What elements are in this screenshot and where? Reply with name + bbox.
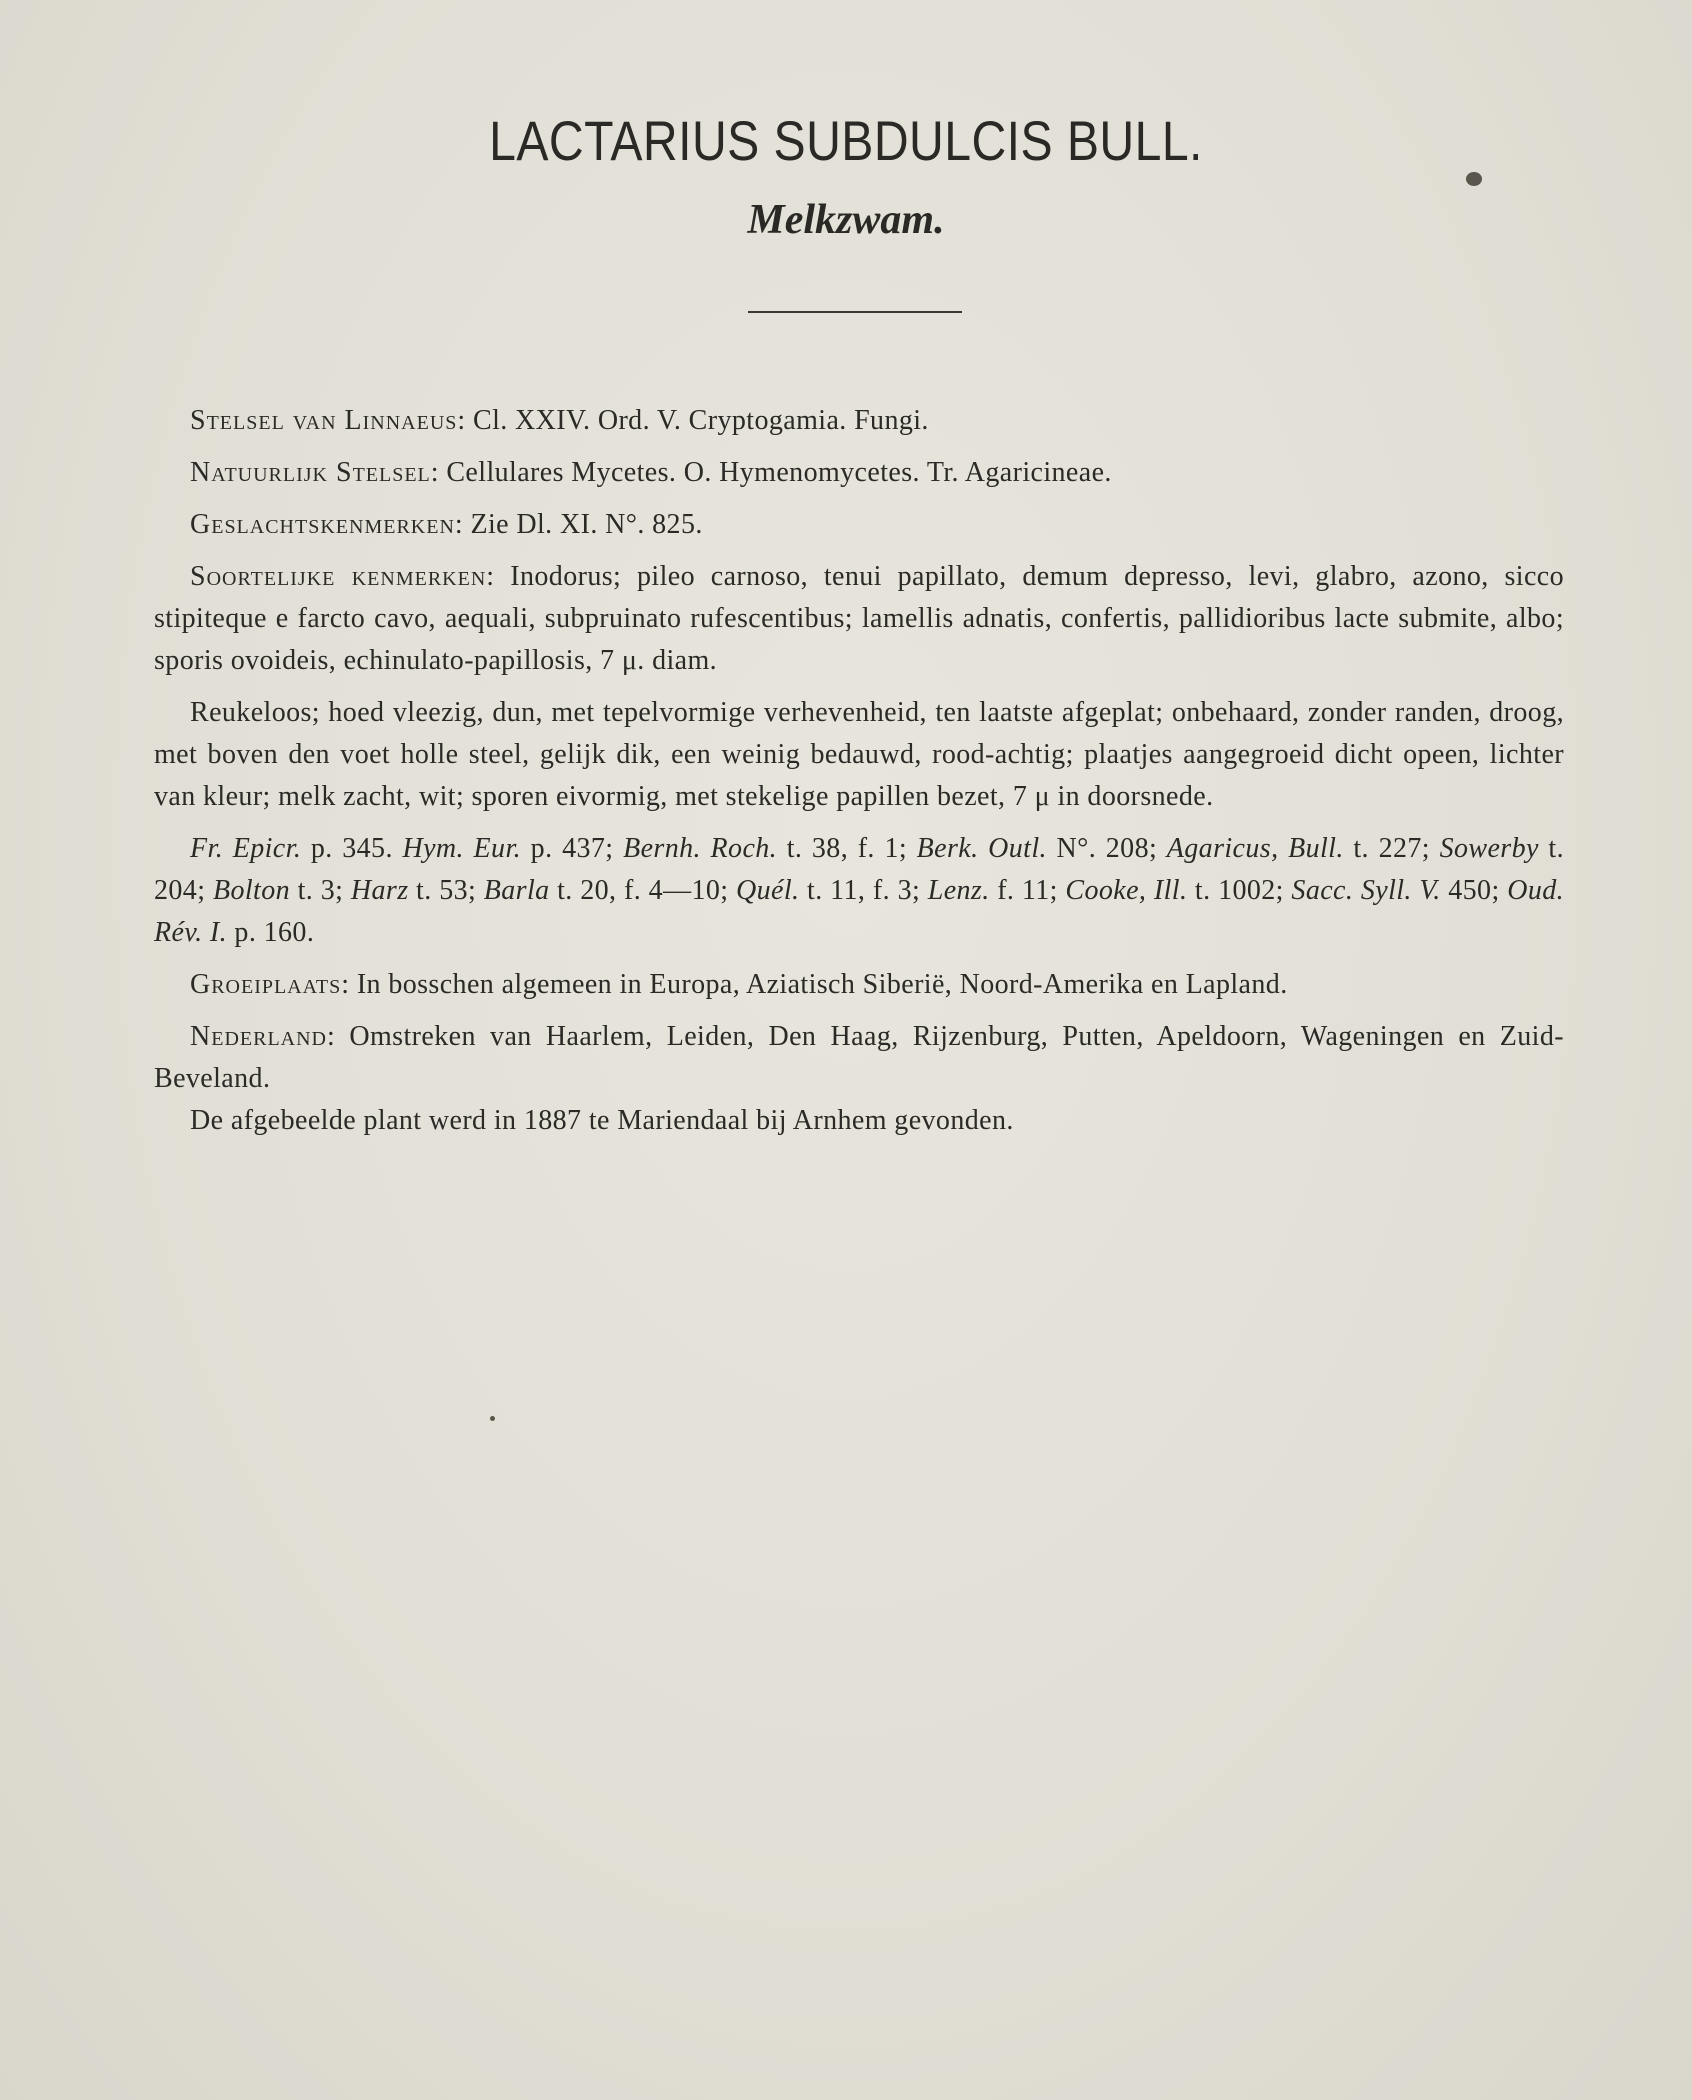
label-geslachtskenmerken: Geslachtskenmerken <box>190 509 455 540</box>
reference-source: Sacc. Syll. V. <box>1291 875 1441 906</box>
reference-locator: t. 3; <box>290 875 351 906</box>
paragraph-description: Reukeloos; hoed vleezig, dun, met tepelvormige verhevenheid, ten laatste afgeplat; onbehaard, zonder randen, droog, met boven den voet holle steel, gelijk dik, een weinig bedauwd, rood-achtig; plaatjes aangegroeid dicht opeen, lichter van kleur; melk zacht, wit; sporen eivormig, met stekelige papillen bezet, 7 μ in doorsnede. <box>154 697 1564 812</box>
paragraph-soortelijke-kenmerken <box>154 556 1564 682</box>
text-soortelijke-kenmerken: : Inodorus; pileo carnoso, tenui papillato, demum depresso, levi, glabro, azono, sicco stipiteque e farcto cavo, aequali, subpruinato rufescentibus; lamellis adnatis, confertis, pallidioribus lacte submite, albo; sporis ovoideis, echinulato-papillosis, 7 μ. diam. <box>154 561 1564 676</box>
reference-locator: t. 1002; <box>1187 875 1292 906</box>
paragraph-natuurlijk-stelsel <box>154 452 1564 494</box>
reference-locator: p. 437; <box>521 833 624 864</box>
reference-source: Bolton <box>212 875 291 906</box>
reference-locator: f. 11; <box>989 875 1066 906</box>
reference-locator: t. 227; <box>1343 833 1440 864</box>
paragraph-stelsel-linnaeus <box>154 400 1564 442</box>
reference-source: Berk. Outl. <box>916 833 1047 864</box>
reference-source: Fr. Epicr. <box>190 833 302 864</box>
paragraph-found-note: De afgebeelde plant werd in 1887 te Mariendaal bij Arnhem gevonden. <box>190 1105 1014 1136</box>
reference-source: Hym. Eur. <box>402 833 522 864</box>
reference-locator: t. 20, f. 4—10; <box>549 875 737 906</box>
paragraph-references <box>154 828 1564 954</box>
reference-locator: t. 204; <box>154 833 1565 906</box>
reference-locator: t. 38, f. 1; <box>777 833 917 864</box>
paragraph-geslachtskenmerken <box>154 504 1564 546</box>
reference-source: Bernh. Roch. <box>623 833 778 864</box>
reference-locator: p. 345. <box>301 833 403 864</box>
reference-source: Lenz. <box>927 875 990 906</box>
reference-source: Barla <box>483 875 550 906</box>
ink-speck <box>490 1416 495 1421</box>
text-groeiplaats: : In bosschen algemeen in Europa, Aziatisch Siberië, Noord-Amerika en Lapland. <box>341 969 1288 1000</box>
page-subtitle: Melkzwam. <box>747 197 945 243</box>
title-divider <box>748 311 962 313</box>
reference-source: Harz <box>350 875 409 906</box>
document-body <box>154 400 1564 1152</box>
label-natuurlijk-stelsel: Natuurlijk Stelsel <box>190 457 431 488</box>
text-geslachtskenmerken: : Zie Dl. XI. N°. 825. <box>454 509 703 540</box>
reference-locator: t. 53; <box>408 875 484 906</box>
reference-locator: N°. 208; <box>1046 833 1167 864</box>
reference-locator: t. 11, f. 3; <box>799 875 928 906</box>
label-stelsel-linnaeus: Stelsel van Linnaeus <box>190 405 458 436</box>
label-soortelijke-kenmerken: Soortelijke kenmerken <box>190 561 487 592</box>
reference-locator: 450; <box>1440 875 1508 906</box>
paragraph-nederland <box>154 1016 1564 1100</box>
label-groeiplaats: Groeiplaats <box>190 969 342 1000</box>
reference-source: Cooke, Ill. <box>1065 875 1188 906</box>
reference-source: Sowerby <box>1439 833 1539 864</box>
reference-source: Quél. <box>736 875 800 906</box>
paragraph-groeiplaats <box>154 964 1564 1006</box>
reference-locator: p. 160. <box>227 917 315 948</box>
reference-source: Agaricus, Bull. <box>1166 833 1344 864</box>
text-nederland: : Omstreken van Haarlem, Leiden, Den Haag, Rijzenburg, Putten, Apeldoorn, Wageningen en Zuid-Beveland. <box>154 1021 1564 1094</box>
text-natuurlijk-stelsel: : Cellulares Mycetes. O. Hymenomycetes. Tr. Agaricineae. <box>430 457 1112 488</box>
reference-source: Oud. Rév. I. <box>154 875 1565 948</box>
label-nederland: Nederland <box>190 1021 327 1052</box>
ink-spot <box>1466 172 1482 186</box>
page-title: LACTARIUS SUBDULCIS BULL. <box>489 109 1203 172</box>
text-stelsel-linnaeus: : Cl. XXIV. Ord. V. Cryptogamia. Fungi. <box>457 405 929 436</box>
